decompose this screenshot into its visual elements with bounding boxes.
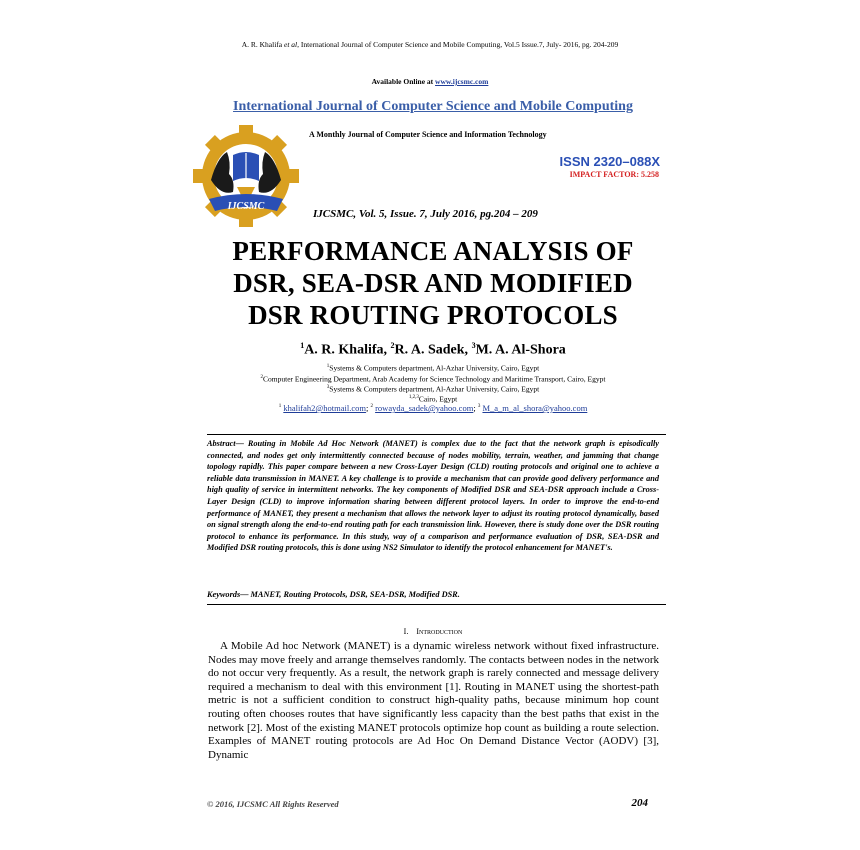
page-number: 204 bbox=[631, 797, 648, 809]
paper-title bbox=[0, 235, 860, 331]
title-line: PERFORMANCE ANALYSIS OF bbox=[232, 236, 634, 266]
email-sup: 2 bbox=[370, 404, 373, 410]
author-sup: 2 bbox=[390, 341, 395, 350]
abstract-top-rule bbox=[207, 434, 666, 435]
keywords: Keywords— MANET, Routing Protocols, DSR, SEA-DSR, Modified DSR. bbox=[207, 590, 460, 599]
email-separator: ; bbox=[365, 403, 371, 413]
journal-title[interactable]: International Journal of Computer Science and Mobile Computing bbox=[233, 99, 633, 114]
affiliation-text: Cairo, Egypt bbox=[418, 394, 458, 404]
affiliation-text: Systems & Computers department, Al-Azhar University, Cairo, Egypt bbox=[329, 384, 540, 394]
email-link[interactable]: khalifah2@hotmail.com bbox=[283, 403, 366, 413]
logo-text: IJCSMC bbox=[227, 201, 265, 212]
introduction-paragraph: A Mobile Ad hoc Network (MANET) is a dynamic wireless network without fixed infrastructure. Nodes may move freely and arrange themselves randomly. The contacts between nodes in the network do not occur very frequently. As a result, the network graph is rarely connected and message delivery required a mechanism to deal with this environment [1]. Routing in MANET using the shortest-path metric is not a sufficient condition to construct high-quality paths, because minimum hop count routing often chooses routes that have significantly less capacity than the best paths that exist in the network [2]. Most of the existing MANET protocols optimize hop count as building a route selection. Examples of MANET routing protocols are Ad Hoc On Demand Distance Vector (AODV) [3], Dynamic bbox=[208, 640, 659, 761]
affiliation-sup: 2 bbox=[260, 375, 264, 380]
author-list bbox=[0, 341, 860, 359]
author-name: M. A. Al-Shora bbox=[475, 342, 566, 358]
availability-label: Available Online at bbox=[371, 77, 436, 86]
author-sup: 1 bbox=[300, 341, 305, 350]
affiliation-text: Systems & Computers department, Al-Azhar University, Cairo, Egypt bbox=[329, 363, 540, 373]
section-title: Introduction bbox=[416, 627, 463, 636]
header-etal: et al bbox=[284, 40, 298, 49]
title-line: DSR, SEA-DSR AND MODIFIED bbox=[233, 268, 633, 298]
affiliation bbox=[0, 362, 860, 374]
journal-subtitle: A Monthly Journal of Computer Science and Information Technology bbox=[309, 130, 547, 139]
author-name: R. A. Sadek, bbox=[394, 342, 472, 358]
email-sup: 3 bbox=[477, 404, 481, 410]
footer-copyright: © 2016, IJCSMC All Rights Reserved bbox=[207, 799, 339, 809]
email-link[interactable]: rowayda_sadek@yahoo.com bbox=[375, 403, 474, 413]
issue-citation: IJCSMC, Vol. 5, Issue. 7, July 2016, pg.204 – 209 bbox=[313, 208, 538, 220]
introduction-body bbox=[208, 640, 659, 762]
email-list bbox=[0, 403, 860, 413]
section-heading bbox=[0, 627, 860, 636]
email-link[interactable]: M_a_m_al_shora@yahoo.com bbox=[482, 403, 588, 413]
abstract-bottom-rule bbox=[207, 604, 666, 605]
affiliation-sup: 1 bbox=[326, 364, 330, 369]
header-author: A. R. Khalifa bbox=[241, 40, 284, 49]
email-separator: ; bbox=[473, 403, 478, 413]
journal-logo bbox=[193, 125, 299, 227]
title-line: DSR ROUTING PROTOCOLS bbox=[248, 300, 618, 330]
impact-factor: IMPACT FACTOR: 5.258 bbox=[569, 170, 659, 179]
issn: ISSN 2320–088X bbox=[559, 154, 660, 169]
header-citation-rest: , International Journal of Computer Science and Mobile Computing, Vol.5 Issue.7, July- 2016, pg. 204-209 bbox=[297, 40, 619, 49]
affiliation-sup: 1,2,3 bbox=[408, 395, 419, 400]
running-header bbox=[0, 40, 860, 49]
abstract: Abstract— Routing in Mobile Ad Hoc Network (MANET) is complex due to the fact that the network graph is episodically connected, and nodes get only intermittently connected because of nodes mobility, terrain, weather, and jamming that change topology rapidly. This paper compare between a new Cross-Layer Design (CLD) routing protocols and original one to achieve a reliable data transmission in MANET. A key challenge is to provide a mechanism that can provide good delivery performance and high quality of service in intermittent networks. The key components of Modified DSR and SEA-DSR approach include a Cross-Layer Design (CLD) to improve information sharing between different protocol layers. In order to improve the end-to-end performance of MANET, they present a mechanism that allows the network layer to adjust its routing protocol dynamically, based on signal strength along the end-to-end routing path for each transmission link. However, there is study done over the DSR routing protocol to enhance its performance. In this study, way of a comparison and performance evaluation of DSR, SEA-DSR and Modified DSR routing protocols, this is done using NS2 Simulator to identify the protocol enhancement for MANET's. bbox=[207, 439, 659, 553]
journal-website-link[interactable]: www.ijcsmc.com bbox=[435, 77, 489, 86]
affiliation-sup: 3 bbox=[326, 385, 330, 390]
section-number: I. bbox=[403, 627, 409, 636]
availability-line bbox=[0, 77, 860, 86]
author-sup: 3 bbox=[471, 341, 476, 350]
email-sup: 1 bbox=[278, 404, 282, 410]
affiliation-text: Computer Engineering Department, Arab Academy for Science Technology and Maritime Transport, Cairo, Egypt bbox=[263, 374, 606, 384]
author-name: A. R. Khalifa, bbox=[304, 342, 391, 358]
